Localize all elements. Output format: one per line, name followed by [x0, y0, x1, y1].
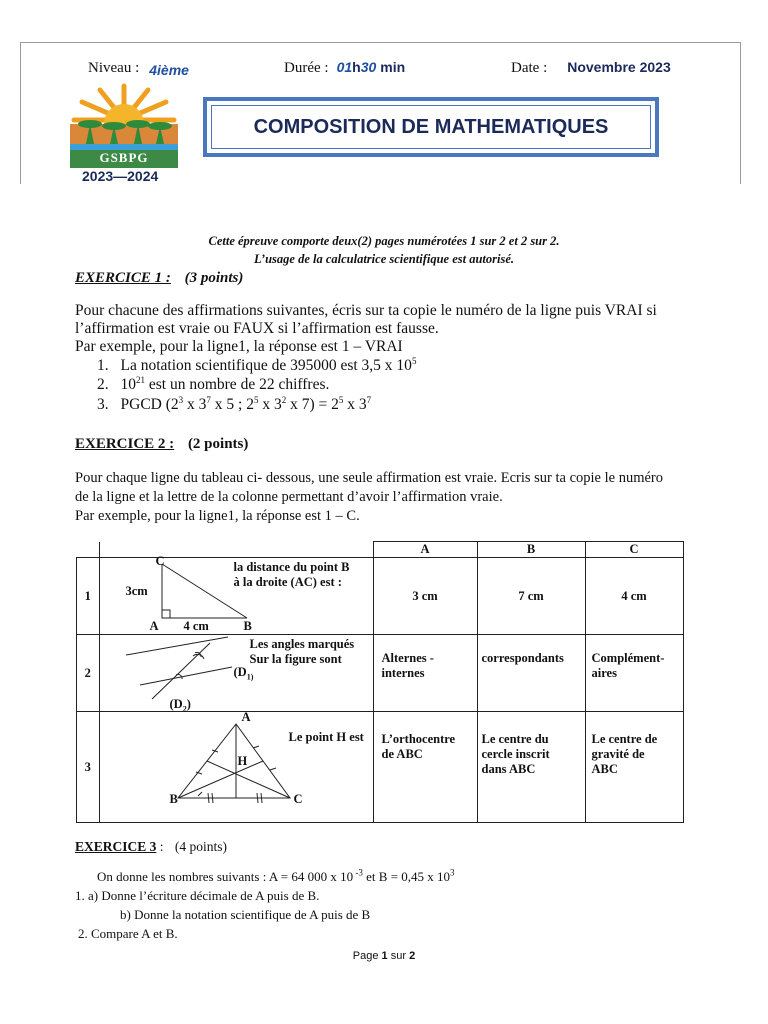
date-field	[511, 59, 671, 77]
fig2-label-d1	[234, 665, 254, 682]
school-logo	[70, 80, 178, 168]
exam-title-box	[203, 97, 659, 157]
fig1-label-b: B	[243, 619, 252, 633]
duree-h: h	[352, 59, 361, 75]
ex1-item-3-s1: 3	[178, 394, 184, 405]
ex2-row-1-text	[234, 560, 350, 590]
fig2-label-d1-text: (D	[233, 665, 247, 679]
ex2-row-2	[77, 635, 684, 712]
ex3-given	[97, 868, 455, 885]
ex2-row-3-opt-b-3: dans ABC	[481, 762, 536, 776]
duree-min: min	[380, 59, 406, 75]
footer-page: Page	[352, 950, 382, 962]
ex2-heading	[75, 436, 248, 453]
ex3-given-p1: On donne les nombres suivants : A = 64 000 x 10	[97, 869, 354, 884]
ex1-item-2-text: est un nombre de 22 chiffres.	[145, 376, 330, 393]
fig1-side-horizontal: 4 cm	[183, 619, 209, 633]
ex1-item-3-p6: x 3	[343, 396, 367, 413]
header-frame-left	[20, 42, 21, 184]
ex2-row-2-opt-c	[585, 635, 683, 712]
exam-title: COMPOSITION DE MATHEMATIQUES	[211, 105, 651, 149]
niveau-label: Niveau :	[88, 60, 140, 76]
fig3-label-c: C	[293, 792, 303, 806]
ex1-item-3-p4: x 3	[258, 396, 282, 413]
ex1-text-3: Par exemple, pour la ligne1, la réponse est 1 – VRAI	[75, 338, 403, 355]
footer-page-total: 2	[409, 950, 416, 962]
ex3-points: (4 points)	[174, 839, 228, 854]
ex2-title: EXERCICE 2 :	[75, 436, 175, 452]
ex1-item-3-s4: 2	[281, 394, 287, 405]
ex2-row-3-opt-b	[477, 712, 585, 823]
logo-text: GSBPG	[99, 150, 149, 165]
ex1-item-3-p3: x 5 ; 2	[210, 396, 254, 413]
ex3-given-s1: -3	[353, 867, 363, 878]
header-frame-top	[20, 42, 740, 43]
ex2-table	[76, 541, 684, 823]
ex2-row-3-num: 3	[77, 712, 100, 823]
ex2-col-a: A	[373, 542, 477, 558]
date-label: Date :	[511, 60, 548, 76]
ex2-row-2-opt-b	[477, 635, 585, 712]
fig1-label-a: A	[149, 619, 159, 633]
ex2-row-3-opt-c-3: ABC	[591, 762, 618, 776]
ex2-row-3-text: Le point H est	[288, 730, 364, 744]
ex2-header-empty-2	[99, 542, 373, 558]
niveau-value: 4ième	[149, 62, 189, 78]
header-frame-right	[740, 42, 741, 184]
ex2-header-empty-1	[77, 542, 100, 558]
ex2-row-3-opt-c-2: gravité de	[591, 747, 645, 761]
ex1-item-2	[97, 376, 329, 394]
ex1-item-3-num: 3.	[97, 396, 109, 413]
ex1-item-1	[97, 357, 416, 375]
duree-label: Durée :	[284, 60, 329, 76]
ex2-row-2-text-2: Sur la figure sont	[249, 652, 342, 666]
ex3-title: EXERCICE 3	[75, 839, 157, 854]
ex2-row-3-opt-a-2: de ABC	[381, 747, 423, 761]
ex1-item-3-s5: 5	[338, 394, 344, 405]
ex3-given-s2: 3	[450, 867, 455, 878]
ex1-heading	[75, 270, 243, 287]
ex2-row-3-statement	[99, 712, 373, 823]
ex1-item-1-exp: 5	[411, 355, 417, 366]
ex2-row-2-opt-b-1: correspondants	[481, 651, 564, 665]
page-footer	[0, 950, 768, 962]
intro-line-1: Cette épreuve comporte deux(2) pages numérotées 1 sur 2 et 2 sur 2.	[208, 234, 560, 248]
ex1-item-2-num: 2.	[97, 376, 109, 393]
ex2-row-2-text	[250, 637, 355, 667]
ex1-item-1-text: La notation scientifique de 395000 est 3,5 x 10	[120, 357, 412, 374]
ex2-row-2-opt-a	[373, 635, 477, 712]
ex1-item-3-s2: 7	[206, 394, 211, 405]
ex2-row-3-opt-c-1: Le centre de	[591, 732, 658, 746]
ex1-text-2: l’affirmation est vraie ou FAUX si l’affirmation est fausse.	[75, 320, 439, 337]
fig2-label-d2-close: )	[186, 697, 191, 711]
fig3-label-h: H	[237, 754, 248, 768]
ex2-text-3: Par exemple, pour la ligne1, la réponse est 1 – C.	[75, 508, 360, 524]
footer-sur: sur	[387, 950, 410, 962]
ex1-item-3-p5: x 7) = 2	[286, 396, 339, 413]
ex3-given-p2: et B = 0,45 x 10	[362, 869, 451, 884]
ex2-row-1	[77, 558, 684, 635]
ex1-item-1-num: 1.	[97, 357, 109, 374]
ex1-item-3-s3: 5	[253, 394, 259, 405]
ex2-row-1-opt-c: 4 cm	[585, 558, 683, 635]
ex2-row-1-text-1: la distance du point B	[233, 560, 350, 574]
ex2-row-2-num: 2	[77, 635, 100, 712]
ex3-q2: 2. Compare A et B.	[78, 926, 178, 941]
ex2-points: (2 points)	[187, 436, 249, 452]
ex2-row-2-opt-a-2: internes	[381, 666, 425, 680]
ex2-row-3-opt-b-2: cercle inscrit	[481, 747, 550, 761]
ex1-text-1: Pour chacune des affirmations suivantes, écris sur ta copie le numéro de la ligne puis VRAI si	[75, 302, 657, 319]
ex2-row-1-num: 1	[77, 558, 100, 635]
fig1-side-vertical: 3cm	[125, 584, 148, 598]
ex3-heading	[75, 839, 227, 855]
ex2-col-b: B	[477, 542, 585, 558]
ex1-item-3-p1: PGCD (2	[120, 396, 179, 413]
ex2-row-1-text-2: à la droite (AC) est :	[233, 575, 342, 589]
ex2-row-2-statement	[99, 635, 373, 712]
ex1-item-3-p2: x 3	[183, 396, 207, 413]
duree-minutes: 30	[360, 59, 377, 75]
ex2-row-1-statement	[99, 554, 373, 635]
ex1-points: (3 points)	[184, 270, 244, 286]
ex2-row-1-opt-a: 3 cm	[373, 558, 477, 635]
ex1-item-3	[97, 396, 371, 414]
ex2-row-3-opt-b-1: Le centre du	[481, 732, 549, 746]
triangle-altitudes-figure	[100, 712, 373, 822]
ex2-row-2-opt-c-1: Complément-	[591, 651, 665, 665]
footer-page-num: 1	[381, 950, 388, 962]
ex2-row-3	[77, 712, 684, 823]
ex2-row-1-opt-b: 7 cm	[477, 558, 585, 635]
ex2-row-2-opt-c-2: aires	[591, 666, 617, 680]
ex3-q1a: 1. a) Donne l’écriture décimale de A puis de B.	[75, 888, 320, 903]
ex2-col-c: C	[585, 542, 683, 558]
ex1-item-3-s6: 7	[366, 394, 372, 405]
fig1-label-c: C	[155, 554, 165, 568]
ex3-q1b: b) Donne la notation scientifique de A puis de B	[120, 907, 371, 922]
fig2-label-d1-sub: 1)	[246, 672, 254, 682]
ex2-text-1: Pour chaque ligne du tableau ci- dessous, une seule affirmation est vraie. Ecris sur ta copie le numéro	[75, 470, 664, 486]
ex2-row-3-opt-a-1: L’orthocentre	[381, 732, 456, 746]
ex2-header-row	[77, 542, 684, 558]
fig3-label-a: A	[241, 710, 251, 724]
niveau-field	[88, 59, 189, 77]
ex2-row-3-opt-a	[373, 712, 477, 823]
ex2-row-3-opt-c	[585, 712, 683, 823]
duree-field	[284, 59, 405, 77]
school-year: 2023—2024	[82, 168, 159, 184]
date-value: Novembre 2023	[567, 59, 671, 75]
ex2-row-2-text-1: Les angles marqués	[249, 637, 355, 651]
ex1-title: EXERCICE 1 :	[75, 270, 171, 286]
ex2-row-2-opt-a-1: Alternes -	[381, 651, 434, 665]
ex2-text-2: de la ligne et la lettre de la colonne permettant d’avoir l’affirmation vraie.	[75, 489, 503, 505]
duree-hours: 01	[336, 59, 353, 75]
ex1-item-2-exp: 21	[136, 374, 145, 385]
fig3-label-b: B	[169, 792, 178, 806]
fig2-label-d2-text: (D	[169, 697, 183, 711]
fig2-label-d2-sub: 2	[182, 704, 187, 714]
ex3-colon: :	[156, 839, 164, 854]
ex1-item-2-base: 10	[120, 376, 136, 393]
intro-line-2: L’usage de la calculatrice scientifique est autorisé.	[253, 252, 515, 266]
